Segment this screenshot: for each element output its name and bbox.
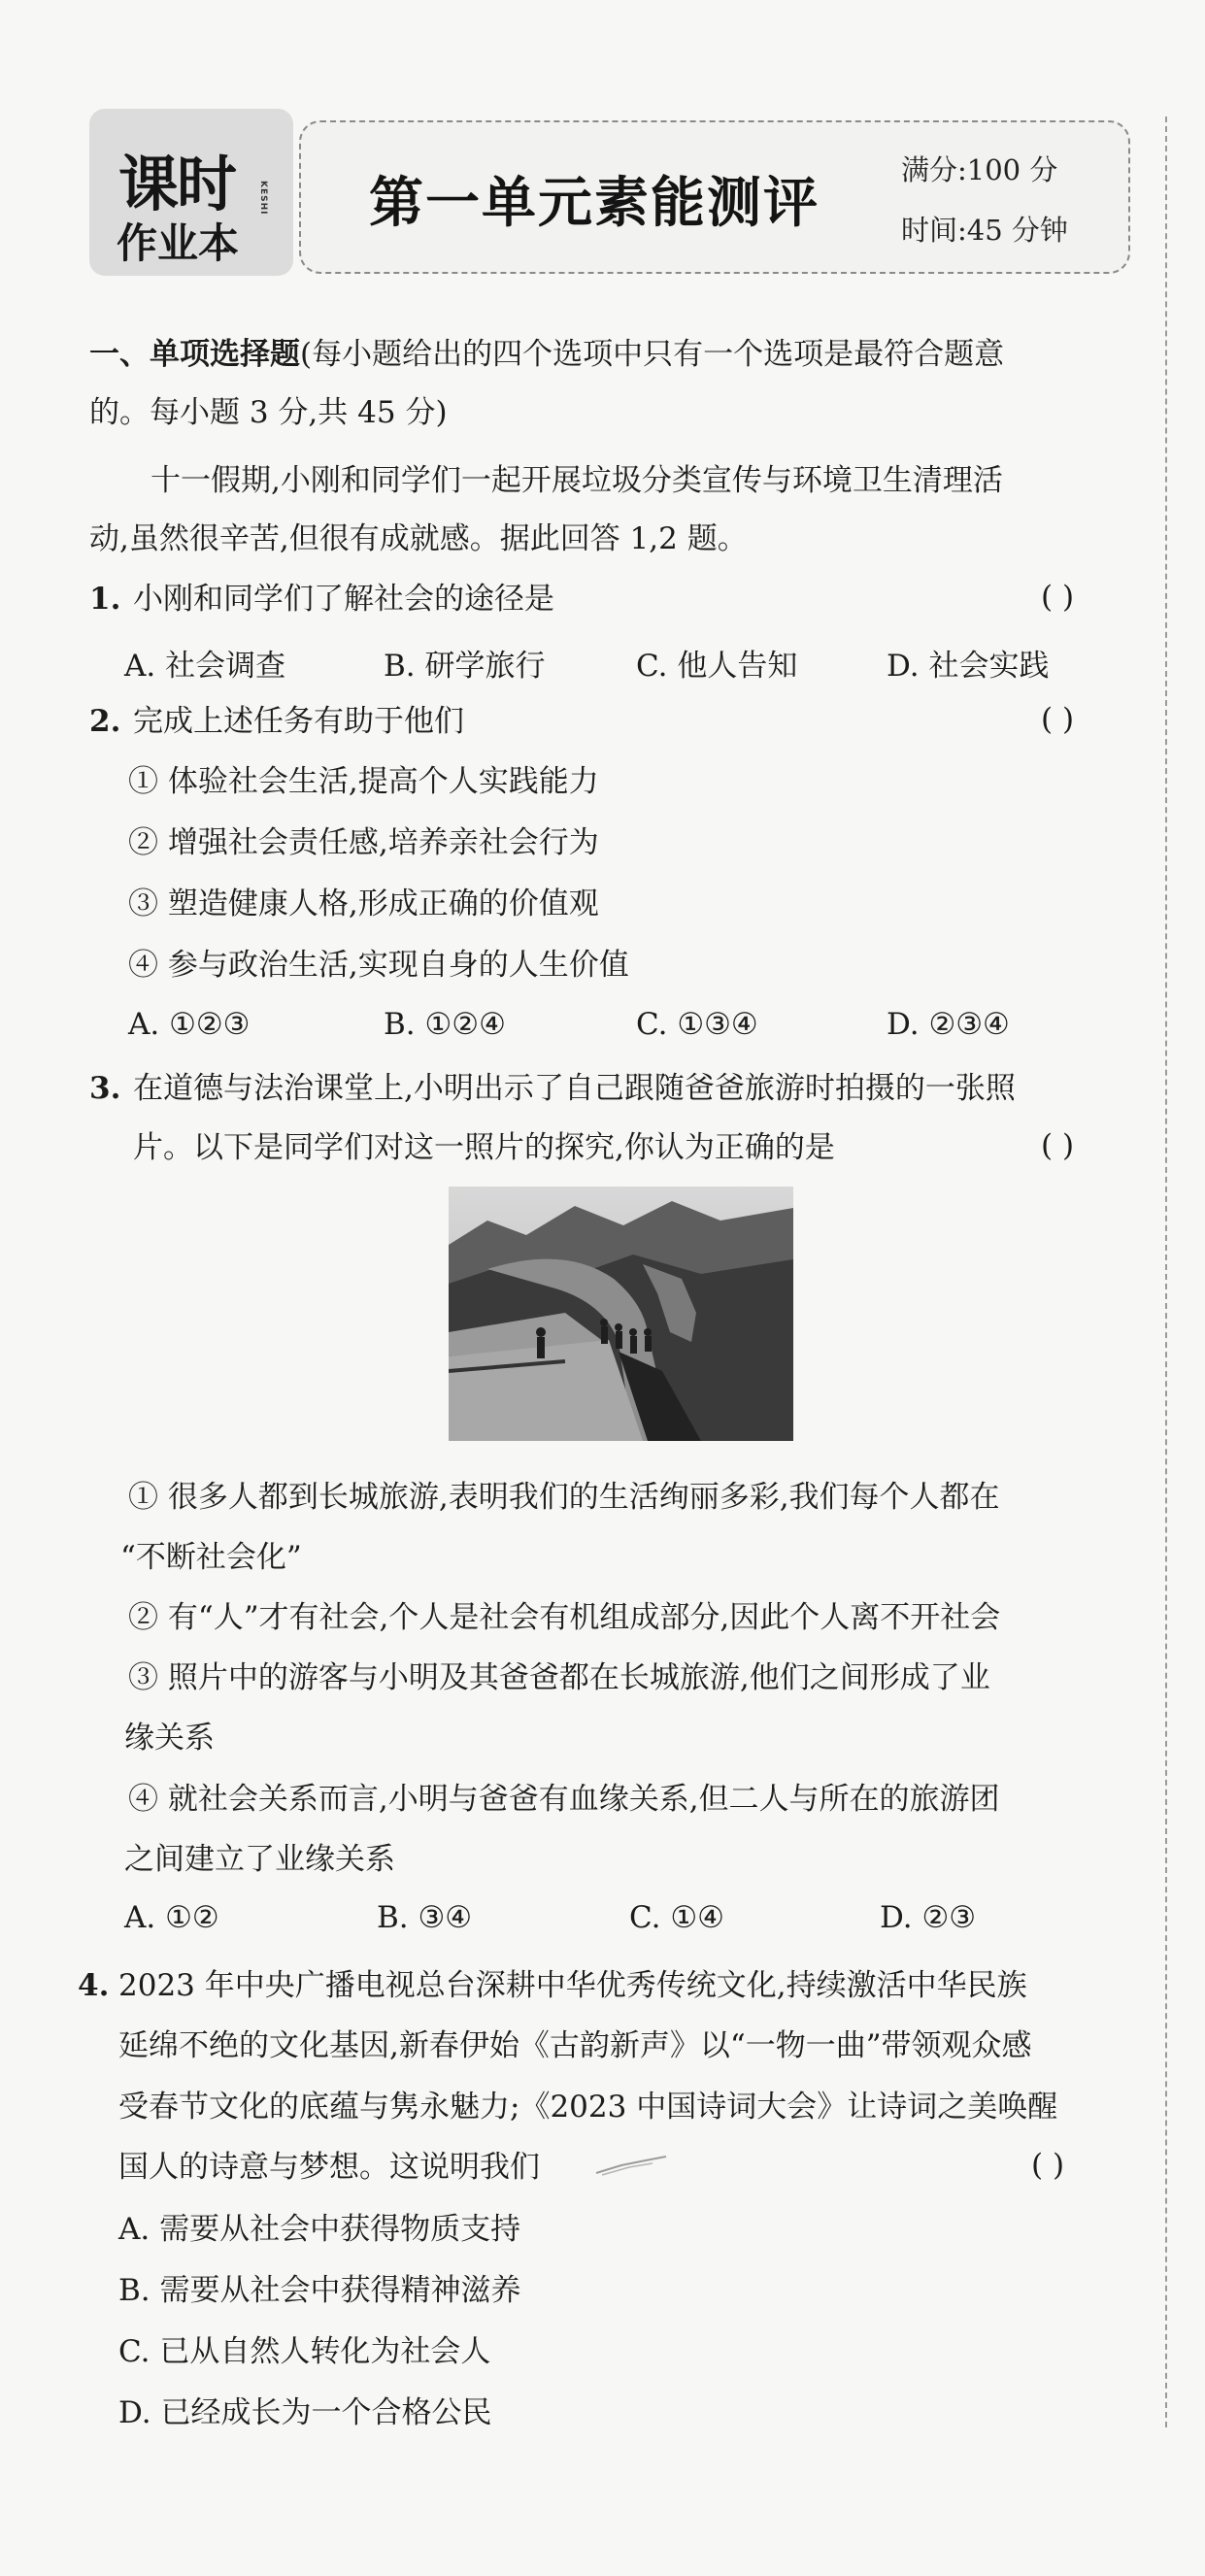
q2-option-a: A. ①②③ (128, 1007, 251, 1042)
q3-option-a: A. ①② (124, 1900, 219, 1935)
q2-statement-2: ② 增强社会责任感,培养亲社会行为 (128, 825, 599, 860)
q2-option-d: D. ②③④ (887, 1007, 1010, 1042)
q2-statement-1: ① 体验社会生活,提高个人实践能力 (128, 764, 599, 799)
q2-option-b: B. ①②④ (384, 1007, 506, 1042)
q3-option-c: C. ①④ (629, 1900, 724, 1935)
q2-option-c: C. ①③④ (636, 1007, 758, 1042)
q3-stem-line-1: 在道德与法治课堂上,小明出示了自己跟随爸爸旅游时拍摄的一张照 (133, 1071, 1016, 1106)
binding-dashed-line (1165, 117, 1167, 2427)
logo-pinyin: KESHI (258, 181, 268, 216)
q4-stem-line-1: 2023 年中央广播电视总台深耕中华优秀传统文化,持续激活中华民族 (118, 1968, 1027, 2003)
section-note: (每小题给出的四个选项中只有一个选项是最符合题意 (300, 337, 1005, 372)
logo-subtitle: 作业本 (117, 219, 240, 267)
q1-option-c: C. 他人告知 (636, 649, 798, 684)
great-wall-photo (449, 1187, 793, 1441)
great-wall-illustration (449, 1187, 793, 1441)
q3-option-b: B. ③④ (377, 1900, 473, 1935)
full-score: 满分:100 分 (901, 153, 1058, 186)
q1-answer-blank: ( ) (1041, 580, 1075, 615)
q3-answer-blank: ( ) (1041, 1128, 1075, 1163)
q4-number: 4. (78, 1968, 110, 2003)
q2-stem: 完成上述任务有助于他们 (133, 704, 464, 739)
q4-option-c: C. 已从自然人转化为社会人 (118, 2334, 491, 2369)
q1-option-a: A. 社会调查 (124, 649, 286, 684)
q4-option-d: D. 已经成长为一个合格公民 (118, 2395, 492, 2430)
page-title: 第一单元素能测评 (369, 171, 820, 235)
context-line-1: 十一假期,小刚和同学们一起开展垃圾分类宣传与环境卫生清理活 (151, 463, 1003, 498)
q2-statement-4: ④ 参与政治生活,实现自身的人生价值 (128, 948, 629, 983)
q1-option-d: D. 社会实践 (887, 649, 1050, 684)
q3-stem-line-2: 片。以下是同学们对这一照片的探究,你认为正确的是 (133, 1130, 835, 1165)
q4-stem-line-3: 受春节文化的底蕴与隽永魅力;《2023 中国诗词大会》让诗词之美唤醒 (118, 2090, 1058, 2124)
section-heading: 一、单项选择题 (89, 337, 300, 372)
q3-statement-1b: “不断社会化” (120, 1540, 302, 1575)
q1-stem: 小刚和同学们了解社会的途径是 (133, 582, 554, 617)
q4-answer-blank: ( ) (1031, 2148, 1065, 2183)
q4-option-b: B. 需要从社会中获得精神滋养 (118, 2273, 521, 2308)
q3-statement-2: ② 有“人”才有社会,个人是社会有机组成部分,因此个人离不开社会 (128, 1600, 1001, 1635)
logo-title: 课时 (118, 149, 236, 219)
context-line-2: 动,虽然很辛苦,但很有成就感。据此回答 1,2 题。 (89, 521, 748, 556)
q3-statement-4a: ④ 就社会关系而言,小明与爸爸有血缘关系,但二人与所在的旅游团 (128, 1782, 1000, 1817)
q2-answer-blank: ( ) (1041, 702, 1075, 737)
pencil-mark-icon (592, 2152, 670, 2181)
q1-option-b: B. 研学旅行 (384, 649, 546, 684)
q3-option-d: D. ②③ (880, 1900, 977, 1935)
q3-statement-3b: 缘关系 (124, 1721, 215, 1756)
section-heading-line (89, 335, 1004, 374)
section-note-2: 的。每小题 3 分,共 45 分) (89, 395, 448, 430)
q3-statement-3a: ③ 照片中的游客与小明及其爸爸都在长城旅游,他们之间形成了业 (128, 1660, 990, 1695)
time-limit: 时间:45 分钟 (901, 214, 1068, 247)
q4-option-a: A. 需要从社会中获得物质支持 (118, 2212, 521, 2247)
q4-stem-line-2: 延绵不绝的文化基因,新春伊始《古韵新声》以“一物一曲”带领观众感 (118, 2028, 1032, 2063)
q3-statement-1a: ① 很多人都到长城旅游,表明我们的生活绚丽多彩,我们每个人都在 (128, 1480, 1000, 1515)
q2-number: 2. (89, 704, 121, 739)
q4-stem-line-4: 国人的诗意与梦想。这说明我们 (118, 2150, 540, 2185)
q2-statement-3: ③ 塑造健康人格,形成正确的价值观 (128, 887, 599, 921)
q1-number: 1. (89, 582, 121, 617)
q3-number: 3. (89, 1071, 121, 1106)
q3-statement-4b: 之间建立了业缘关系 (124, 1842, 395, 1877)
